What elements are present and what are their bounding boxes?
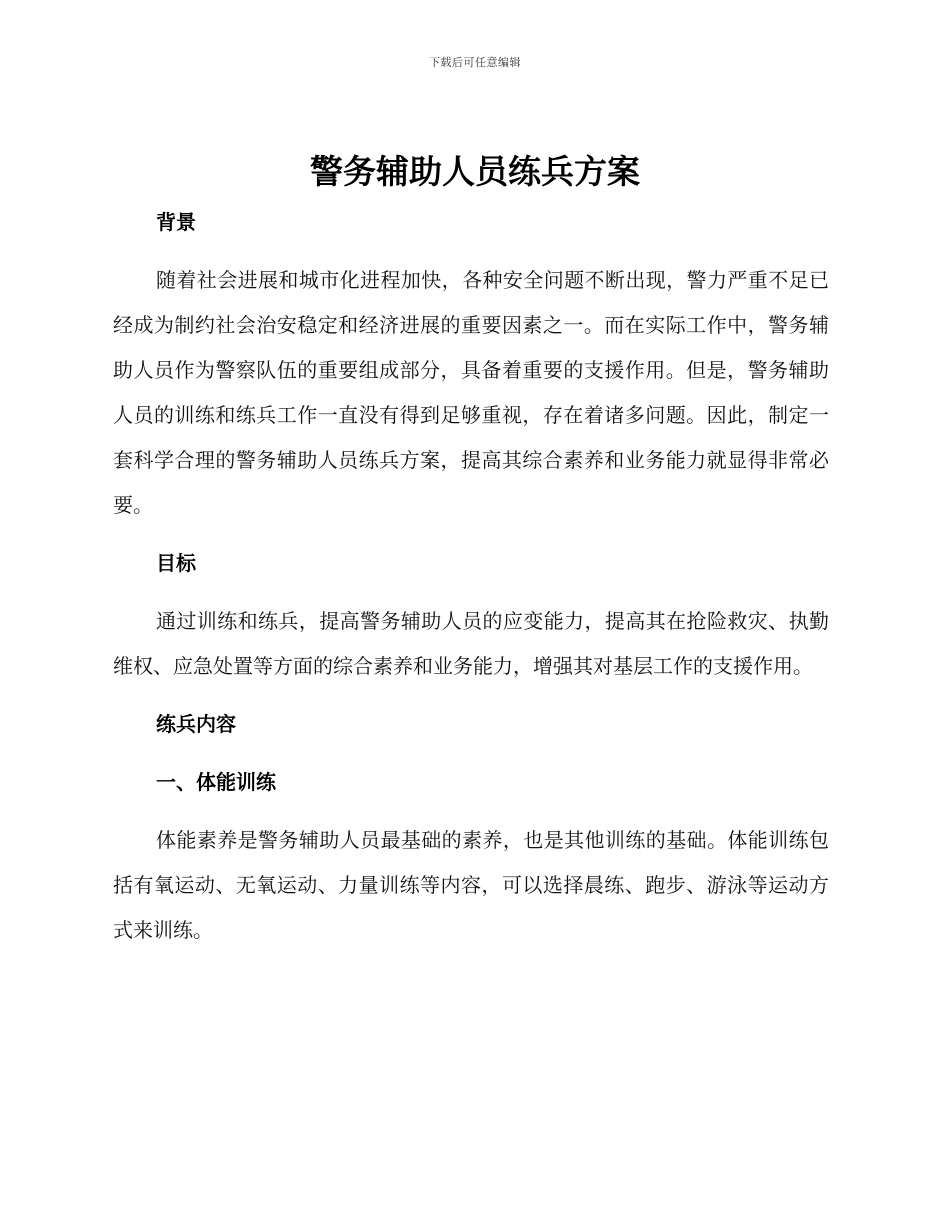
section-heading-physical-training: 一、体能训练 <box>156 770 276 794</box>
paragraph-goal: 通过训练和练兵，提高警务辅助人员的应变能力，提高其在抢险救灾、执勤维权、应急处置等方面的综合素养和业务能力，增强其对基层工作的支援作用。 <box>113 609 829 678</box>
paragraph-physical-training: 体能素养是警务辅助人员最基础的素养，也是其他训练的基础。体能训练包括有氧运动、无氧运动、力量训练等内容，可以选择晨练、跑步、游泳等运动方式来训练。 <box>113 828 829 942</box>
section-heading-goal: 目标 <box>156 551 196 575</box>
section-heading-background: 背景 <box>156 210 196 234</box>
document-body <box>113 200 829 953</box>
header-note: 下载后可任意编辑 <box>429 56 521 69</box>
section-heading-content: 练兵内容 <box>156 712 236 736</box>
paragraph-background: 随着社会进展和城市化进程加快，各种安全问题不断出现，警力严重不足已经成为制约社会治安稳定和经济进展的重要因素之一。而在实际工作中，警务辅助人员作为警察队伍的重要组成部分，具备着重要的支援作用。但是，警务辅助人员的训练和练兵工作一直没有得到足够重视，存在着诸多问题。因此，制定一套科学合理的警务辅助人员练兵方案，提高其综合素养和业务能力就显得非常必要。 <box>113 268 829 517</box>
page-title: 警务辅助人员练兵方案 <box>310 152 640 191</box>
